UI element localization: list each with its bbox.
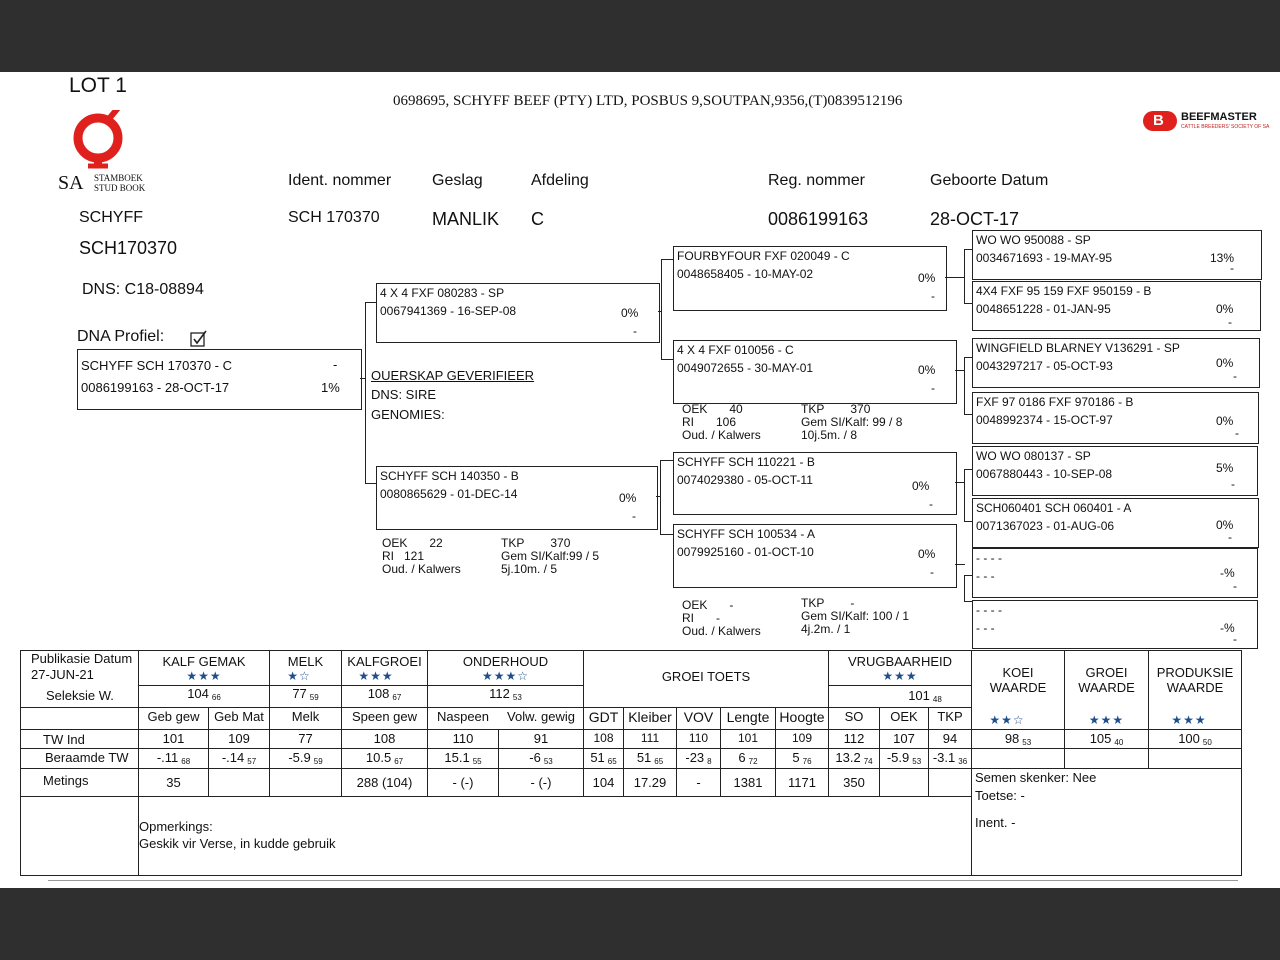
beraamde-cell-9: -23 $_8$ (685, 750, 712, 766)
sire-dam-stats: OEK 40 RI 106 Oud. / Kalwers (682, 402, 761, 442)
tw-ind-cell-13: 107 (893, 731, 915, 746)
beraamde-cell-1: -.11 $_{68}$ (156, 750, 191, 766)
toetse: Toetse: - (975, 788, 1025, 803)
ggp-box-5: WO WO 080137 - SP 0067880443 - 10-SEP-08 5% - (972, 446, 1258, 496)
herd-name: SCHYFF (79, 209, 143, 226)
column-header-10: Lengte (726, 709, 770, 725)
animal-code: SCH170370 (79, 238, 178, 258)
column-header-7: GDT (588, 709, 619, 725)
column-header-14: TKP (937, 709, 963, 724)
breeding-values-table (20, 650, 1242, 876)
opmerkings-label: Opmerkings: (139, 819, 213, 834)
column-header-5: Naspeen (436, 709, 490, 724)
column-header-2: Geb Mat (214, 709, 264, 724)
owner-line: 0698695, SCHYFF BEEF (PTY) LTD, POSBUS 9,SOUTPAN,9356,(T)0839512196 (393, 93, 903, 109)
beefmaster-b-icon: B (1143, 111, 1177, 131)
kalfgroei-stars: ★★★ (358, 669, 394, 683)
genomies: GENOMIES: (371, 407, 445, 422)
column-header-8: Kleiber (628, 709, 672, 725)
koei-waarde-header: KOEI WAARDE (989, 665, 1047, 695)
kalf-gemak-stars: ★★★ (186, 669, 222, 683)
metings-cell-11: 1171 (788, 775, 816, 790)
beraamde-cell-5: 15.1 $_{55}$ (444, 750, 482, 766)
column-header-12: SO (844, 709, 864, 724)
pub-date: 27-JUN-21 (31, 667, 94, 682)
metings-cell-1: 35 (166, 775, 181, 790)
beraamde-cell-14: -3.1 $_{36}$ (932, 750, 968, 766)
sa-studbook-logo: SA STAMBOEK STUD BOOK (58, 110, 158, 196)
opmerkings-text: Geskik vir Verse, in kudde gebruik (139, 836, 336, 851)
vrugbaarheid-value: 101 $_{48}$ (908, 688, 942, 704)
column-header-6: Volw. gewig (507, 709, 575, 724)
tw-ind-cell-8: 111 (640, 731, 660, 745)
dna-checkbox-icon (190, 330, 206, 346)
tw-ind-cell-1: 101 (162, 731, 185, 746)
ggp-box-3: WINGFIELD BLARNEY V136291 - SP 0043297217 - 05-OCT-93 0% - (972, 338, 1260, 388)
vrugbaarheid-stars: ★★★ (882, 669, 918, 683)
geboorte-label: Geboorte Datum (930, 172, 1049, 189)
metings-label: Metings (43, 773, 89, 788)
groei-waarde-stars: ★★★ (1088, 713, 1125, 727)
kalfgroei-value: 108 $_{67}$ (367, 686, 402, 702)
reg-value: 0086199163 (768, 209, 869, 229)
onderhoud-header: ONDERHOUD (462, 654, 549, 669)
sire-sire-box: FOURBYFOUR FXF 020049 - C 0048658405 - 10-MAY-02 0% - (673, 246, 947, 311)
tw-ind-cell-7: 108 (593, 731, 614, 745)
geslag-label: Geslag (432, 172, 483, 189)
dam-dam-stats-right: TKP - Gem SI/Kalf: 100 / 1 4j.2m. / 1 (801, 596, 910, 636)
koei-waarde-stars: ★★☆ (989, 713, 1025, 727)
kalf-gemak-value: 104 $_{66}$ (187, 686, 221, 702)
metings-cell-7: 104 (592, 775, 615, 790)
metings-cell-8: 17.29 (633, 775, 667, 790)
ggp-box-6: SCH060401 SCH 060401 - A 0071367023 - 01-AUG-06 0% - (972, 498, 1259, 548)
beraamde-cell-4: 10.5 $_{67}$ (365, 750, 404, 766)
dam-dam-stats: OEK - RI - Oud. / Kalwers (682, 598, 761, 638)
beefmaster-logo: B BEEFMASTER CATTLE BREEDERS' SOCIETY OF SA (1143, 110, 1273, 134)
afdeling-label: Afdeling (531, 172, 589, 189)
ggp-box-8: - - - - - - - -% - (972, 600, 1258, 649)
dam-sire-box: SCHYFF SCH 110221 - B 0074029380 - 05-OCT-11 0% - (673, 452, 957, 515)
reg-label: Reg. nommer (768, 172, 865, 189)
column-header-9: VOV (683, 709, 714, 725)
semen-donor: Semen skenker: Nee (975, 770, 1097, 785)
vrugbaarheid-header: VRUGBAARHEID (847, 654, 953, 669)
tw-ind-cell-5: 110 (452, 731, 474, 746)
beraamde-cell-8: 51 $_{65}$ (636, 750, 664, 766)
metings-cell-12: 350 (843, 775, 865, 790)
subject-animal-box: SCHYFF SCH 170370 - C - 0086199163 - 28-OCT-17 1% (77, 349, 362, 410)
dna-profile-label: DNA Profiel: (77, 328, 165, 345)
geslag-value: MANLIK (432, 209, 500, 229)
pub-date-label: Publikasie Datum (31, 651, 133, 666)
groei-toets-header: GROEI TOETS (661, 669, 751, 684)
beraamde-cell-11: 5 $_{76}$ (792, 750, 812, 766)
beraamde-cell-3: -5.9 $_{59}$ (288, 750, 323, 766)
column-header-11: Hoogte (779, 709, 825, 725)
column-header-1: Geb gew (147, 709, 200, 724)
kalf-gemak-header: KALF GEMAK (162, 654, 246, 669)
column-header-4: Speen gew (351, 709, 418, 724)
dam-box: SCHYFF SCH 140350 - B 0080865629 - 01-DEC-14 0% - (376, 466, 658, 530)
tw-ind-cell-4: 108 (373, 731, 396, 746)
groei-waarde-header: GROEI WAARDE (1078, 665, 1135, 695)
beraamde-cell-2: -.14 $_{57}$ (221, 750, 257, 766)
melk-header: MELK (287, 654, 324, 669)
tw-ind-cell-12: 112 (843, 731, 865, 746)
tw-ind-cell-9: 110 (688, 731, 709, 745)
melk-stars: ★☆ (287, 669, 311, 683)
sire-dam-box: 4 X 4 FXF 010056 - C 0049072655 - 30-MAY-01 0% - (673, 340, 957, 404)
ident-label: Ident. nommer (288, 172, 392, 189)
column-header-3: Melk (291, 709, 320, 724)
dam-dam-box: SCHYFF SCH 100534 - A 0079925160 - 01-OCT-10 0% - (673, 524, 957, 588)
produksie-waarde-stars: ★★★ (1171, 713, 1207, 727)
kalfgroei-header: KALFGROEI (347, 654, 422, 669)
beraamde-cell-6: -6 $_{53}$ (529, 750, 553, 766)
koei-waarde-value: 98 $_{53}$ (1004, 731, 1032, 747)
produksie-waarde-value: 100 $_{50}$ (1178, 731, 1212, 747)
metings-cell-10: 1381 (733, 775, 763, 790)
melk-value: 77 $_{59}$ (292, 686, 319, 702)
ouerskap-verified: OUERSKAP GEVERIFIEER (371, 368, 535, 383)
ggp-box-7: - - - - - - - -% - (972, 548, 1258, 598)
ggp-box-2: 4X4 FXF 95 159 FXF 950159 - B 0048651228 - 01-JAN-95 0% - (972, 281, 1261, 331)
beraamde-cell-12: 13.2 $_{74}$ (835, 750, 873, 766)
groei-waarde-value: 105 $_{40}$ (1089, 731, 1124, 747)
ggp-box-1: WO WO 950088 - SP 0034671693 - 19-MAY-95 13% - (972, 230, 1262, 280)
onderhoud-stars: ★★★☆ (481, 669, 530, 683)
sire-dam-stats-right: TKP 370 Gem SI/Kalf: 99 / 8 10j.5m. / 8 (801, 402, 903, 442)
tw-ind-cell-11: 109 (791, 731, 813, 745)
inent: Inent. - (975, 815, 1016, 830)
dam-stats-right: TKP 370 Gem SI/Kalf:99 / 5 5j.10m. / 5 (501, 536, 600, 576)
ident-value: SCH 170370 (288, 209, 380, 226)
beraamde-cell-13: -5.9 $_{53}$ (886, 750, 922, 766)
metings-cell-5: - (-) (452, 775, 474, 790)
afdeling-value: C (531, 209, 544, 229)
beraamde-cell-7: 51 $_{65}$ (590, 750, 617, 766)
dns-number: DNS: C18-08894 (82, 281, 204, 298)
tw-ind-cell-10: 101 (737, 731, 759, 745)
dam-stats: OEK 22 RI 121 Oud. / Kalwers (382, 536, 461, 576)
tw-ind-cell-2: 109 (228, 731, 250, 746)
tw-ind-cell-3: 77 (298, 731, 313, 746)
tw-ind-cell-14: 94 (942, 731, 958, 746)
tw-ind-label: TW Ind (43, 732, 85, 747)
dns-sire: DNS: SIRE (371, 387, 437, 402)
metings-cell-6: - (-) (530, 775, 552, 790)
beraamde-label: Beraamde TW (45, 750, 129, 765)
lot-number: LOT 1 (69, 74, 127, 97)
pedigree-sheet (0, 72, 1280, 888)
ggp-box-4: FXF 97 0186 FXF 970186 - B 0048992374 - 15-OCT-97 0% - (972, 392, 1259, 444)
geboorte-value: 28-OCT-17 (930, 209, 1020, 229)
metings-cell-4: 288 (104) (356, 775, 413, 790)
onderhoud-value: 112 $_{53}$ (489, 686, 522, 702)
tw-ind-cell-6: 91 (533, 731, 549, 746)
produksie-waarde-header: PRODUKSIE WAARDE (1156, 665, 1234, 695)
metings-cell-9: - (696, 775, 701, 790)
seleksie-label: Seleksie W. (46, 688, 114, 703)
beraamde-cell-10: 6 $_{72}$ (738, 750, 758, 766)
sire-box: 4 X 4 FXF 080283 - SP 0067941369 - 16-SEP-08 0% - (376, 283, 660, 343)
column-header-13: OEK (890, 709, 918, 724)
sa-logo-icon (58, 110, 158, 172)
